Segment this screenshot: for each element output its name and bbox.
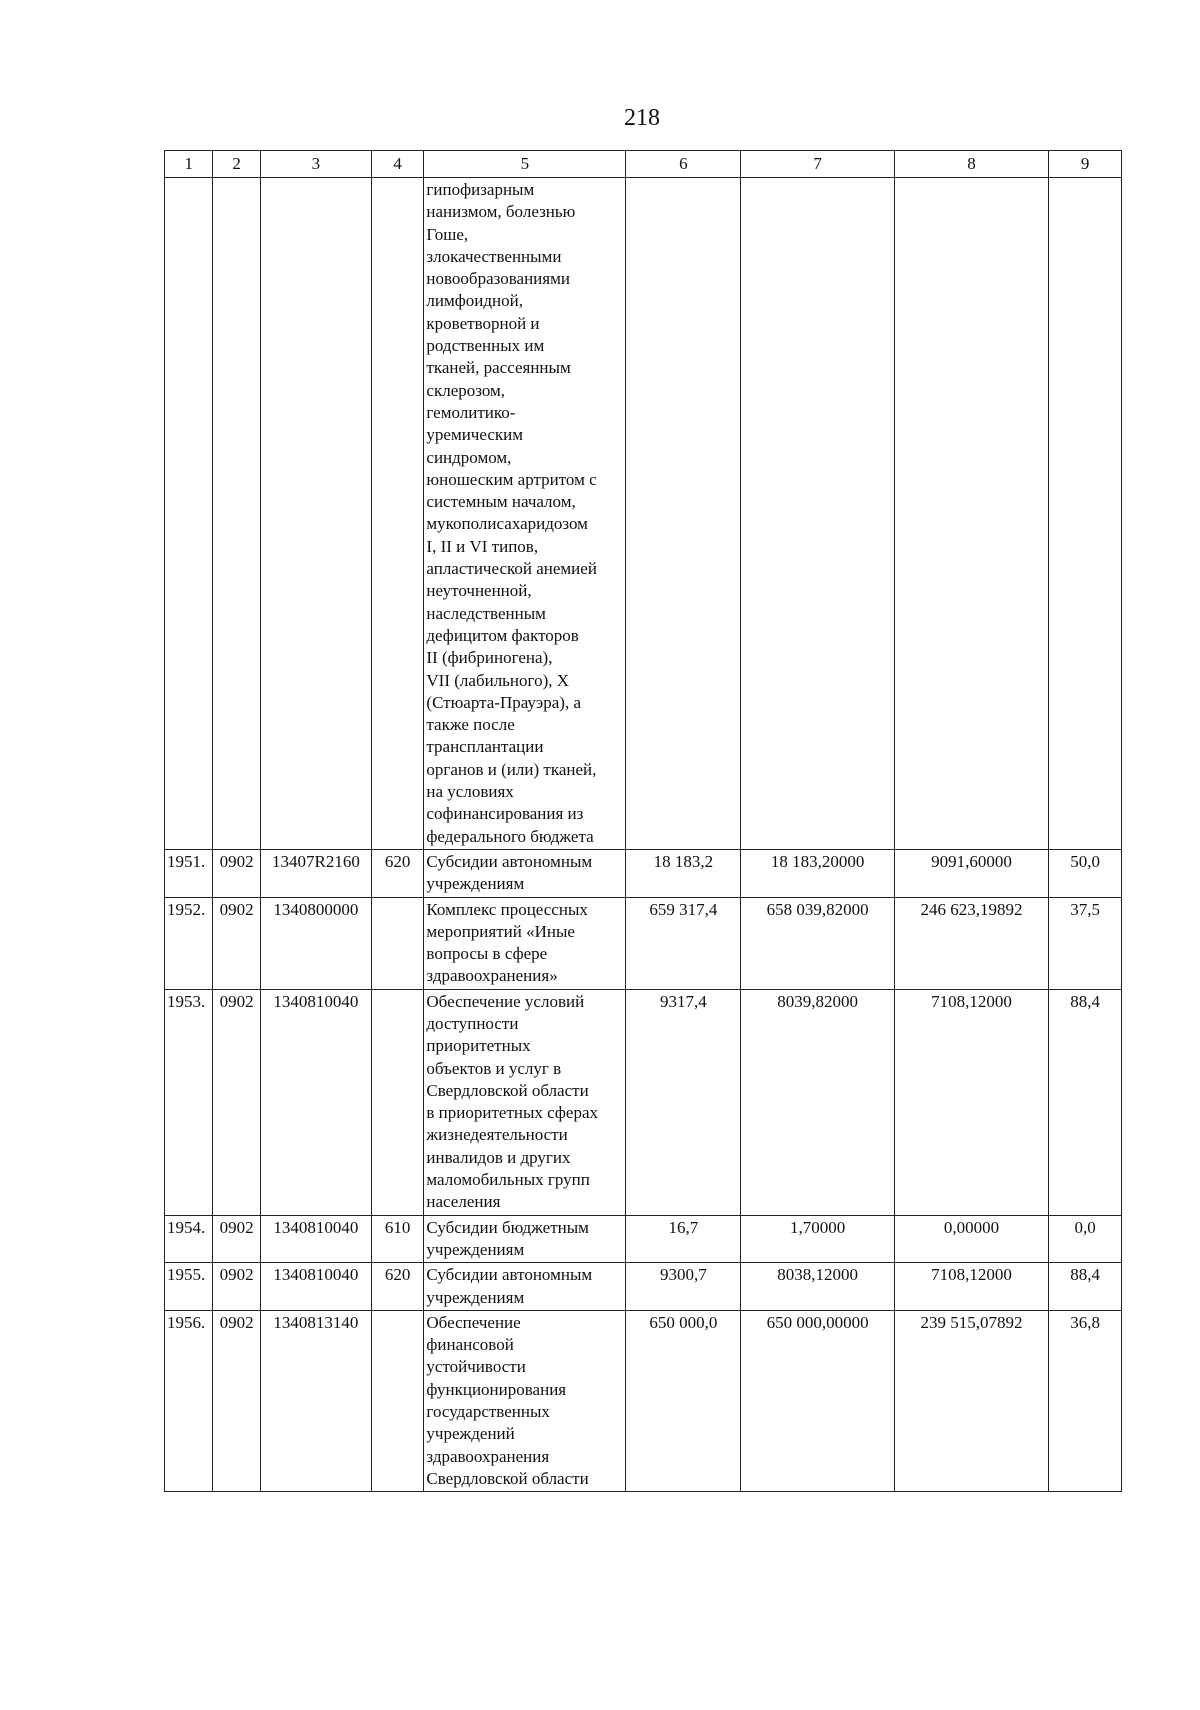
executed-amount: [894, 178, 1048, 850]
header-col-8: 8: [894, 151, 1048, 178]
description-line: инвалидов и других: [426, 1147, 571, 1167]
execution-percent: 88,4: [1049, 989, 1122, 1215]
description: [424, 849, 626, 897]
header-col-3: 3: [260, 151, 371, 178]
refined-amount: [741, 178, 894, 850]
description-line: маломобильных групп: [426, 1170, 590, 1190]
description-line: учреждениям: [426, 1239, 525, 1259]
execution-percent: 88,4: [1049, 1263, 1122, 1311]
description-line: Гоше,: [426, 224, 469, 244]
description-line: гемолитико-: [426, 402, 516, 422]
expense-type: 620: [371, 1263, 423, 1311]
header-col-9: 9: [1049, 151, 1122, 178]
target-article: 1340810040: [260, 1263, 371, 1311]
description-line: здравоохранения: [426, 1446, 550, 1466]
executed-amount: 239 515,07892: [894, 1310, 1048, 1491]
description-line: трансплантации: [426, 737, 544, 757]
description-line: жизнедеятельности: [426, 1125, 568, 1145]
header-row: [165, 151, 1122, 178]
target-article: 1340800000: [260, 897, 371, 989]
description-line: вопросы в сфере: [426, 944, 548, 964]
expense-type: 620: [371, 849, 423, 897]
description-line: склерозом,: [426, 380, 506, 400]
description-line: федерального бюджета: [426, 826, 594, 846]
planned-amount: 16,7: [626, 1215, 741, 1263]
description-line: I, II и VI типов,: [426, 536, 539, 556]
row-number: 1955.: [165, 1263, 213, 1311]
description-line: на условиях: [426, 782, 514, 802]
description-line: Субсидии автономным: [426, 1265, 593, 1285]
description: [424, 1215, 626, 1263]
header-col-5: 5: [424, 151, 626, 178]
section-code: [213, 178, 260, 850]
description-line: функционирования: [426, 1379, 567, 1399]
expense-type: [371, 1310, 423, 1491]
description-line: Свердловской области: [426, 1468, 589, 1488]
section-code: 0902: [213, 1215, 260, 1263]
row-number: 1952.: [165, 897, 213, 989]
refined-amount: 18 183,20000: [741, 849, 894, 897]
header-col-2: 2: [213, 151, 260, 178]
description-line: финансовой: [426, 1335, 514, 1355]
section-code: 0902: [213, 1310, 260, 1491]
section-code: 0902: [213, 849, 260, 897]
execution-percent: 37,5: [1049, 897, 1122, 989]
expense-type: [371, 989, 423, 1215]
description-line: нанизмом, болезнью: [426, 202, 576, 222]
target-article: 13407R2160: [260, 849, 371, 897]
table-row: [165, 1310, 1122, 1491]
execution-percent: 0,0: [1049, 1215, 1122, 1263]
description-line: приоритетных: [426, 1036, 531, 1056]
description-line: лимфоидной,: [426, 291, 523, 311]
description-line: объектов и услуг в: [426, 1058, 562, 1078]
header-col-6: 6: [626, 151, 741, 178]
execution-percent: 50,0: [1049, 849, 1122, 897]
description-line: VII (лабильного), X: [426, 670, 570, 690]
header-col-7: 7: [741, 151, 894, 178]
description-line: II (фибриногена),: [426, 648, 553, 668]
executed-amount: 7108,12000: [894, 989, 1048, 1215]
section-code: 0902: [213, 989, 260, 1215]
description-line: злокачественными: [426, 246, 562, 266]
row-number: 1951.: [165, 849, 213, 897]
table-row: [165, 178, 1122, 850]
target-article: 1340813140: [260, 1310, 371, 1491]
description-line: Свердловской области: [426, 1080, 589, 1100]
description-line: Обеспечение: [426, 1312, 521, 1332]
description-line: учреждениям: [426, 874, 525, 894]
refined-amount: 650 000,00000: [741, 1310, 894, 1491]
description-line: наследственным: [426, 603, 546, 623]
section-code: 0902: [213, 1263, 260, 1311]
description: [424, 1263, 626, 1311]
table-row: [165, 849, 1122, 897]
executed-amount: 0,00000: [894, 1215, 1048, 1263]
description-line: кроветворной и: [426, 313, 540, 333]
description-line: мероприятий «Иные: [426, 921, 575, 941]
description-line: софинансирования из: [426, 804, 584, 824]
header-col-1: 1: [165, 151, 213, 178]
description-line: также после: [426, 715, 515, 735]
executed-amount: 7108,12000: [894, 1263, 1048, 1311]
description-line: устойчивости: [426, 1357, 526, 1377]
description-line: уремическим: [426, 425, 523, 445]
description-line: тканей, рассеянным: [426, 358, 571, 378]
planned-amount: 9317,4: [626, 989, 741, 1215]
table-row: [165, 1263, 1122, 1311]
refined-amount: 8039,82000: [741, 989, 894, 1215]
description-line: учреждений: [426, 1424, 515, 1444]
budget-table: [164, 150, 1122, 1492]
description-line: органов и (или) тканей,: [426, 759, 597, 779]
description-line: Комплекс процессных: [426, 899, 588, 919]
description: [424, 1310, 626, 1491]
description-line: Субсидии бюджетным: [426, 1217, 589, 1237]
description-line: Субсидии автономным: [426, 851, 593, 871]
header-col-4: 4: [371, 151, 423, 178]
planned-amount: 650 000,0: [626, 1310, 741, 1491]
description-line: системным началом,: [426, 492, 576, 512]
refined-amount: 8038,12000: [741, 1263, 894, 1311]
description-line: государственных: [426, 1402, 550, 1422]
execution-percent: [1049, 178, 1122, 850]
description-line: населения: [426, 1192, 501, 1212]
page-number: 218: [624, 105, 660, 131]
description-line: гипофизарным: [426, 180, 535, 199]
planned-amount: 18 183,2: [626, 849, 741, 897]
description-line: (Стюарта-Прауэра), а: [426, 692, 581, 712]
target-article: 1340810040: [260, 1215, 371, 1263]
description-line: в приоритетных сферах: [426, 1103, 599, 1123]
planned-amount: [626, 178, 741, 850]
execution-percent: 36,8: [1049, 1310, 1122, 1491]
planned-amount: 9300,7: [626, 1263, 741, 1311]
description-line: родственных им: [426, 336, 545, 356]
target-article: 1340810040: [260, 989, 371, 1215]
description: [424, 989, 626, 1215]
row-number: [165, 178, 213, 850]
row-number: 1956.: [165, 1310, 213, 1491]
executed-amount: 9091,60000: [894, 849, 1048, 897]
target-article: [260, 178, 371, 850]
expense-type: [371, 897, 423, 989]
executed-amount: 246 623,19892: [894, 897, 1048, 989]
description-line: юношеским артритом с: [426, 469, 597, 489]
expense-type: [371, 178, 423, 850]
description: [424, 178, 626, 850]
row-number: 1954.: [165, 1215, 213, 1263]
description-line: доступности: [426, 1013, 519, 1033]
description-line: Обеспечение условий: [426, 991, 585, 1011]
section-code: 0902: [213, 897, 260, 989]
row-number: 1953.: [165, 989, 213, 1215]
planned-amount: 659 317,4: [626, 897, 741, 989]
refined-amount: 1,70000: [741, 1215, 894, 1263]
refined-amount: 658 039,82000: [741, 897, 894, 989]
table-row: [165, 897, 1122, 989]
description-line: новообразованиями: [426, 269, 570, 289]
description-line: неуточненной,: [426, 581, 532, 601]
table-body: [165, 178, 1122, 1492]
table-row: [165, 989, 1122, 1215]
description-line: синдромом,: [426, 447, 512, 467]
description-line: мукополисахаридозом: [426, 514, 588, 534]
description-line: здравоохранения»: [426, 966, 558, 986]
description: [424, 897, 626, 989]
description-line: учреждениям: [426, 1287, 525, 1307]
expense-type: 610: [371, 1215, 423, 1263]
description-line: дефицитом факторов: [426, 625, 579, 645]
description-line: апластической анемией: [426, 559, 597, 579]
table-row: [165, 1215, 1122, 1263]
